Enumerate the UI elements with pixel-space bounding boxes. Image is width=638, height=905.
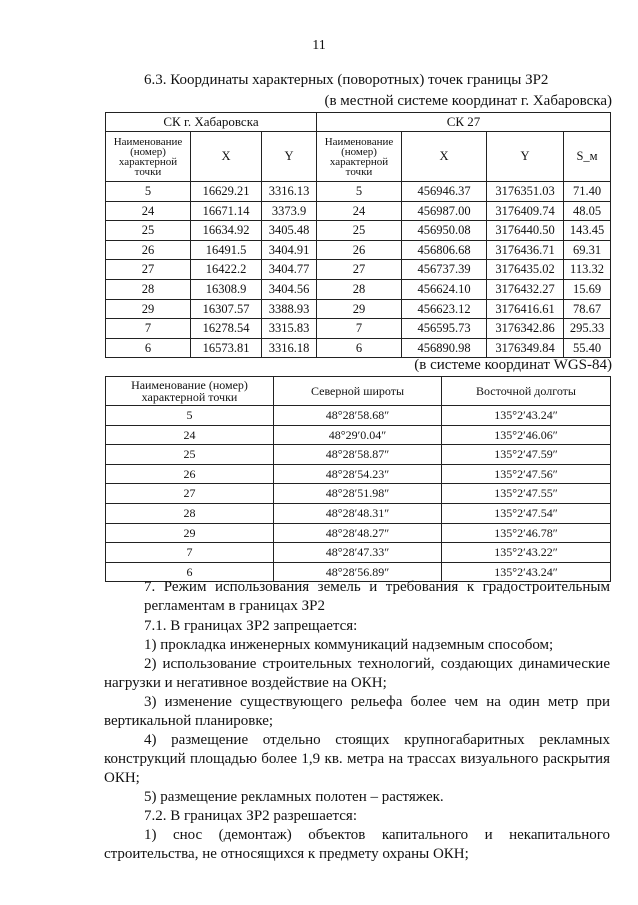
table-cell: 24 bbox=[106, 201, 191, 221]
list-item: 5) размещение рекламных полотен – растяжек. bbox=[144, 789, 444, 805]
table-row bbox=[106, 425, 611, 445]
table-cell: 113.32 bbox=[564, 260, 611, 280]
table-cell: 3316.13 bbox=[262, 182, 317, 202]
table-row bbox=[106, 503, 611, 523]
table-cell: 456623.12 bbox=[402, 299, 487, 319]
table-cell: 3373.9 bbox=[262, 201, 317, 221]
table-cell: 48°28′56.89″ bbox=[274, 562, 442, 582]
table-cell: 27 bbox=[317, 260, 402, 280]
table-cell: 27 bbox=[106, 484, 274, 504]
table-cell: 7 bbox=[106, 543, 274, 563]
table-cell: 135°2′46.78″ bbox=[442, 523, 611, 543]
table-row bbox=[106, 445, 611, 465]
table-cell: 5 bbox=[106, 182, 191, 202]
table-cell: 28 bbox=[317, 279, 402, 299]
table-cell: 48°28′58.87″ bbox=[274, 445, 442, 465]
table-cell: 28 bbox=[106, 279, 191, 299]
table-cell: 16307.57 bbox=[191, 299, 262, 319]
table-row bbox=[106, 464, 611, 484]
table-cell: 3176342.86 bbox=[487, 319, 564, 339]
col-header-x: X bbox=[191, 132, 262, 182]
table-cell: 5 bbox=[106, 406, 274, 426]
table-cell: 24 bbox=[106, 425, 274, 445]
table-cell: 135°2′47.56″ bbox=[442, 464, 611, 484]
table-row bbox=[106, 543, 611, 563]
col-header-point-name: Наименование (номер) характерной точки bbox=[106, 132, 191, 182]
table-cell: 135°2′43.24″ bbox=[442, 406, 611, 426]
table-row bbox=[106, 484, 611, 504]
table-cell: 3176435.02 bbox=[487, 260, 564, 280]
table-cell: 25 bbox=[317, 221, 402, 241]
table-cell: 135°2′43.24″ bbox=[442, 562, 611, 582]
col-header-s: S_м bbox=[564, 132, 611, 182]
table-cell: 71.40 bbox=[564, 182, 611, 202]
table-cell: 3404.91 bbox=[262, 240, 317, 260]
table1-header-row bbox=[106, 132, 611, 182]
table-cell: 16278.54 bbox=[191, 319, 262, 339]
col-header-latitude: Северной широты bbox=[274, 377, 442, 406]
table-row bbox=[106, 279, 611, 299]
coordinates-table-local bbox=[105, 112, 611, 358]
table-cell: 456595.73 bbox=[402, 319, 487, 339]
table-cell: 3176409.74 bbox=[487, 201, 564, 221]
table-cell: 456950.08 bbox=[402, 221, 487, 241]
table-row bbox=[106, 319, 611, 339]
table-cell: 25 bbox=[106, 221, 191, 241]
table-cell: 69.31 bbox=[564, 240, 611, 260]
table-cell: 143.45 bbox=[564, 221, 611, 241]
table-cell: 48°28′54.23″ bbox=[274, 464, 442, 484]
table-cell: 3404.56 bbox=[262, 279, 317, 299]
table-cell: 135°2′43.22″ bbox=[442, 543, 611, 563]
table-cell: 48°28′48.31″ bbox=[274, 503, 442, 523]
table-cell: 3176440.50 bbox=[487, 221, 564, 241]
table-cell: 29 bbox=[317, 299, 402, 319]
table-cell: 29 bbox=[106, 523, 274, 543]
table-row bbox=[106, 299, 611, 319]
table-cell: 27 bbox=[106, 260, 191, 280]
table-cell: 456806.68 bbox=[402, 240, 487, 260]
paragraph-7-1: 7.1. В границах ЗР2 запрещается: bbox=[144, 618, 358, 634]
table1-group-row bbox=[106, 113, 611, 132]
table-cell: 16634.92 bbox=[191, 221, 262, 241]
col-header-point-name: Наименование (номер) характерной точки bbox=[317, 132, 402, 182]
table-cell: 3388.93 bbox=[262, 299, 317, 319]
col-header-x: X bbox=[402, 132, 487, 182]
table-cell: 456946.37 bbox=[402, 182, 487, 202]
group-header-sk27: СК 27 bbox=[317, 113, 611, 132]
table-row bbox=[106, 406, 611, 426]
table-cell: 3176351.03 bbox=[487, 182, 564, 202]
col-header-y: Y bbox=[262, 132, 317, 182]
col-header-y: Y bbox=[487, 132, 564, 182]
table-cell: 48°28′58.68″ bbox=[274, 406, 442, 426]
table-row bbox=[106, 182, 611, 202]
table-cell: 456890.98 bbox=[402, 338, 487, 358]
section-heading: 6.3. Координаты характерных (поворотных) точек границы ЗР2 bbox=[144, 72, 549, 88]
section-7-title: 7. Режим использования земель и требования к градостроительным регламентам в границах ЗР2 bbox=[144, 579, 610, 614]
table-cell: 456987.00 bbox=[402, 201, 487, 221]
table-cell: 24 bbox=[317, 201, 402, 221]
table-cell: 3176436.71 bbox=[487, 240, 564, 260]
table-cell: 456737.39 bbox=[402, 260, 487, 280]
table-cell: 26 bbox=[106, 240, 191, 260]
table-cell: 26 bbox=[317, 240, 402, 260]
table-cell: 48°29′0.04″ bbox=[274, 425, 442, 445]
table-cell: 29 bbox=[106, 299, 191, 319]
list-item: 1) прокладка инженерных коммуникаций надземным способом; bbox=[144, 637, 554, 653]
table2-header-row bbox=[106, 377, 611, 406]
table-cell: 26 bbox=[106, 464, 274, 484]
table-cell: 6 bbox=[106, 338, 191, 358]
table-cell: 48°28′48.27″ bbox=[274, 523, 442, 543]
list-item: 2) использование строительных технологий, создающих динамические нагрузки и негативное воздействие на ОКН; bbox=[104, 656, 610, 691]
table-cell: 3316.18 bbox=[262, 338, 317, 358]
table-cell: 48°28′51.98″ bbox=[274, 484, 442, 504]
table-cell: 25 bbox=[106, 445, 274, 465]
table-cell: 16573.81 bbox=[191, 338, 262, 358]
table-row bbox=[106, 240, 611, 260]
table-cell: 16629.21 bbox=[191, 182, 262, 202]
table-cell: 7 bbox=[317, 319, 402, 339]
group-header-khabarovsk: СК г. Хабаровска bbox=[106, 113, 317, 132]
table-cell: 16491.5 bbox=[191, 240, 262, 260]
table-cell: 456624.10 bbox=[402, 279, 487, 299]
table-cell: 135°2′47.59″ bbox=[442, 445, 611, 465]
list-item: 4) размещение отдельно стоящих крупногабаритных рекламных конструкций площадью более 1,9 кв. метра на трассах визуального раскрытия ОКН; bbox=[104, 732, 610, 786]
list-item: 1) снос (демонтаж) объектов капитального и некапитального строительства, не относящихся к предмету охраны ОКН; bbox=[104, 827, 610, 862]
table-cell: 135°2′46.06″ bbox=[442, 425, 611, 445]
list-item: 3) изменение существующего рельефа более чем на один метр при вертикальной планировке; bbox=[104, 694, 610, 729]
table-cell: 48.05 bbox=[564, 201, 611, 221]
table-row bbox=[106, 523, 611, 543]
table-cell: 295.33 bbox=[564, 319, 611, 339]
table-cell: 3176432.27 bbox=[487, 279, 564, 299]
table-cell: 5 bbox=[317, 182, 402, 202]
page-number: 11 bbox=[312, 38, 326, 53]
table-cell: 6 bbox=[106, 562, 274, 582]
table-row bbox=[106, 338, 611, 358]
table-cell: 48°28′47.33″ bbox=[274, 543, 442, 563]
table-cell: 78.67 bbox=[564, 299, 611, 319]
table-row bbox=[106, 221, 611, 241]
table-cell: 28 bbox=[106, 503, 274, 523]
coordinates-table-wgs84 bbox=[105, 376, 611, 582]
table-cell: 55.40 bbox=[564, 338, 611, 358]
table-cell: 16671.14 bbox=[191, 201, 262, 221]
table1-note: (в местной системе координат г. Хабаровска) bbox=[324, 93, 612, 109]
table-cell: 3315.83 bbox=[262, 319, 317, 339]
col-header-longitude: Восточной долготы bbox=[442, 377, 611, 406]
table-cell: 16308.9 bbox=[191, 279, 262, 299]
table-cell: 16422.2 bbox=[191, 260, 262, 280]
body-text bbox=[104, 617, 610, 864]
table-row bbox=[106, 201, 611, 221]
table-cell: 3405.48 bbox=[262, 221, 317, 241]
table-cell: 3176349.84 bbox=[487, 338, 564, 358]
table-cell: 6 bbox=[317, 338, 402, 358]
table-cell: 3404.77 bbox=[262, 260, 317, 280]
table2-note: (в системе координат WGS-84) bbox=[414, 357, 612, 373]
table-cell: 135°2′47.55″ bbox=[442, 484, 611, 504]
table-cell: 15.69 bbox=[564, 279, 611, 299]
section-7-heading bbox=[104, 578, 610, 616]
table-cell: 7 bbox=[106, 319, 191, 339]
col-header-point-name: Наименование (номер) характерной точки bbox=[106, 377, 274, 406]
table-cell: 135°2′47.54″ bbox=[442, 503, 611, 523]
table-cell: 3176416.61 bbox=[487, 299, 564, 319]
paragraph-7-2: 7.2. В границах ЗР2 разрешается: bbox=[144, 808, 357, 824]
table-row bbox=[106, 260, 611, 280]
